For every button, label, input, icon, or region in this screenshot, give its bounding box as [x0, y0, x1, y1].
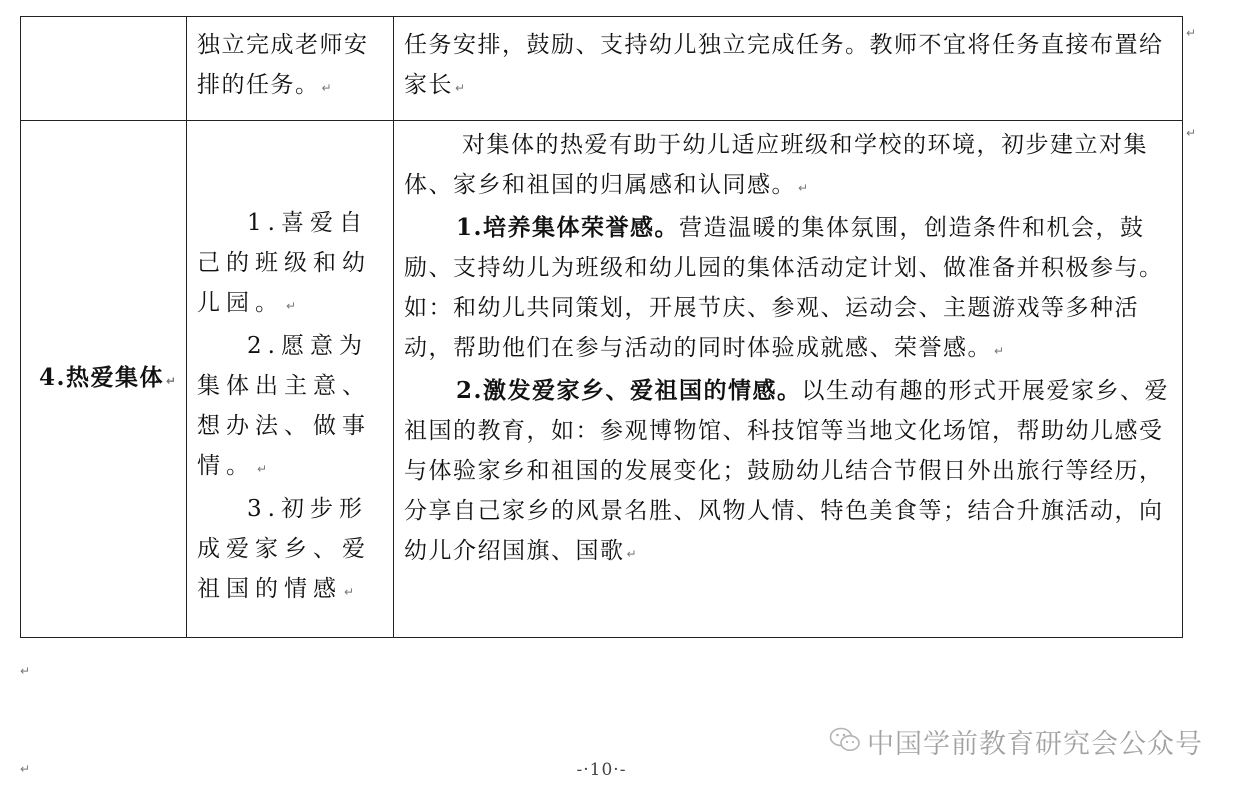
paragraph-mark: ↵ — [321, 81, 332, 95]
paragraph-mark: ↵ — [20, 762, 31, 776]
table-row — [21, 121, 1183, 638]
advice-intro: 对集体的热爱有助于幼儿适应班级和学校的环境，初步建立对集体、家乡和祖国的归属感和认同感。 ↵ — [404, 132, 1148, 198]
guidance-table — [20, 16, 1183, 638]
advice-item-body: 以生动有趣的形式开展爱家乡、爱祖国的教育，如：参观博物馆、科技馆等当地文化场馆，帮助幼儿感受与体验家乡和祖国的发展变化；鼓励幼儿结合节假日外出旅行等经历，分享自己家乡的风景名胜、风物人情、特色美食等；结合升旗活动，向幼儿介绍国旗、国歌 — [404, 378, 1170, 564]
goal-text: 独立完成老师安排的任务。 — [197, 32, 369, 98]
paragraph-mark: ↵ — [994, 344, 1005, 358]
advice-item — [404, 371, 1172, 574]
advice-cell — [394, 17, 1183, 121]
goal-item: 2.愿意为集体出主意、想办法、做事情。 ↵ — [197, 333, 371, 479]
advice-item-heading: 1.培养集体荣誉感。 — [456, 214, 680, 241]
goal-item: 3.初步形成爱家乡、爱祖国的情感 ↵ — [197, 496, 371, 602]
advice-item — [404, 208, 1172, 371]
paragraph-mark: ↵ — [286, 299, 297, 313]
advice-cell — [394, 121, 1183, 638]
watermark-text: 中国学前教育研究会公众号 — [867, 729, 1203, 760]
wechat-icon — [829, 726, 861, 758]
paragraph-mark: ↵ — [626, 547, 637, 561]
category-cell-empty — [21, 17, 187, 121]
category-label: 4.热爱集体 — [39, 363, 165, 391]
goals-cell — [187, 121, 394, 638]
watermark — [829, 722, 1203, 761]
advice-item-heading: 2.激发爱家乡、爱祖国的情感。 — [456, 377, 802, 404]
table-row — [21, 17, 1183, 121]
row-end-mark: ↵ — [1186, 26, 1197, 40]
page-number: -·10·- — [576, 760, 627, 780]
paragraph-mark: ↵ — [20, 664, 31, 678]
category-cell — [21, 121, 187, 638]
advice-text: 任务安排，鼓励、支持幼儿独立完成任务。教师不宜将任务直接布置给家长 — [404, 32, 1164, 98]
goal-cell — [187, 17, 394, 121]
row-end-mark: ↵ — [1186, 126, 1197, 140]
paragraph-mark: ↵ — [344, 585, 355, 599]
paragraph-mark: ↵ — [257, 462, 268, 476]
paragraph-mark: ↵ — [798, 181, 809, 195]
advice-item-body: 营造温暖的集体氛围，创造条件和机会，鼓励、支持幼儿为班级和幼儿园的集体活动定计划、做准备并积极参与。如：和幼儿共同策划，开展节庆、参观、运动会、主题游戏等多种活动，帮助他们在参与活动的同时体验成就感、荣誉感。 — [404, 215, 1164, 361]
paragraph-mark: ↵ — [166, 373, 177, 388]
goal-item: 1.喜爱自己的班级和幼儿园。 ↵ — [197, 210, 371, 316]
paragraph-mark: ↵ — [455, 81, 466, 95]
